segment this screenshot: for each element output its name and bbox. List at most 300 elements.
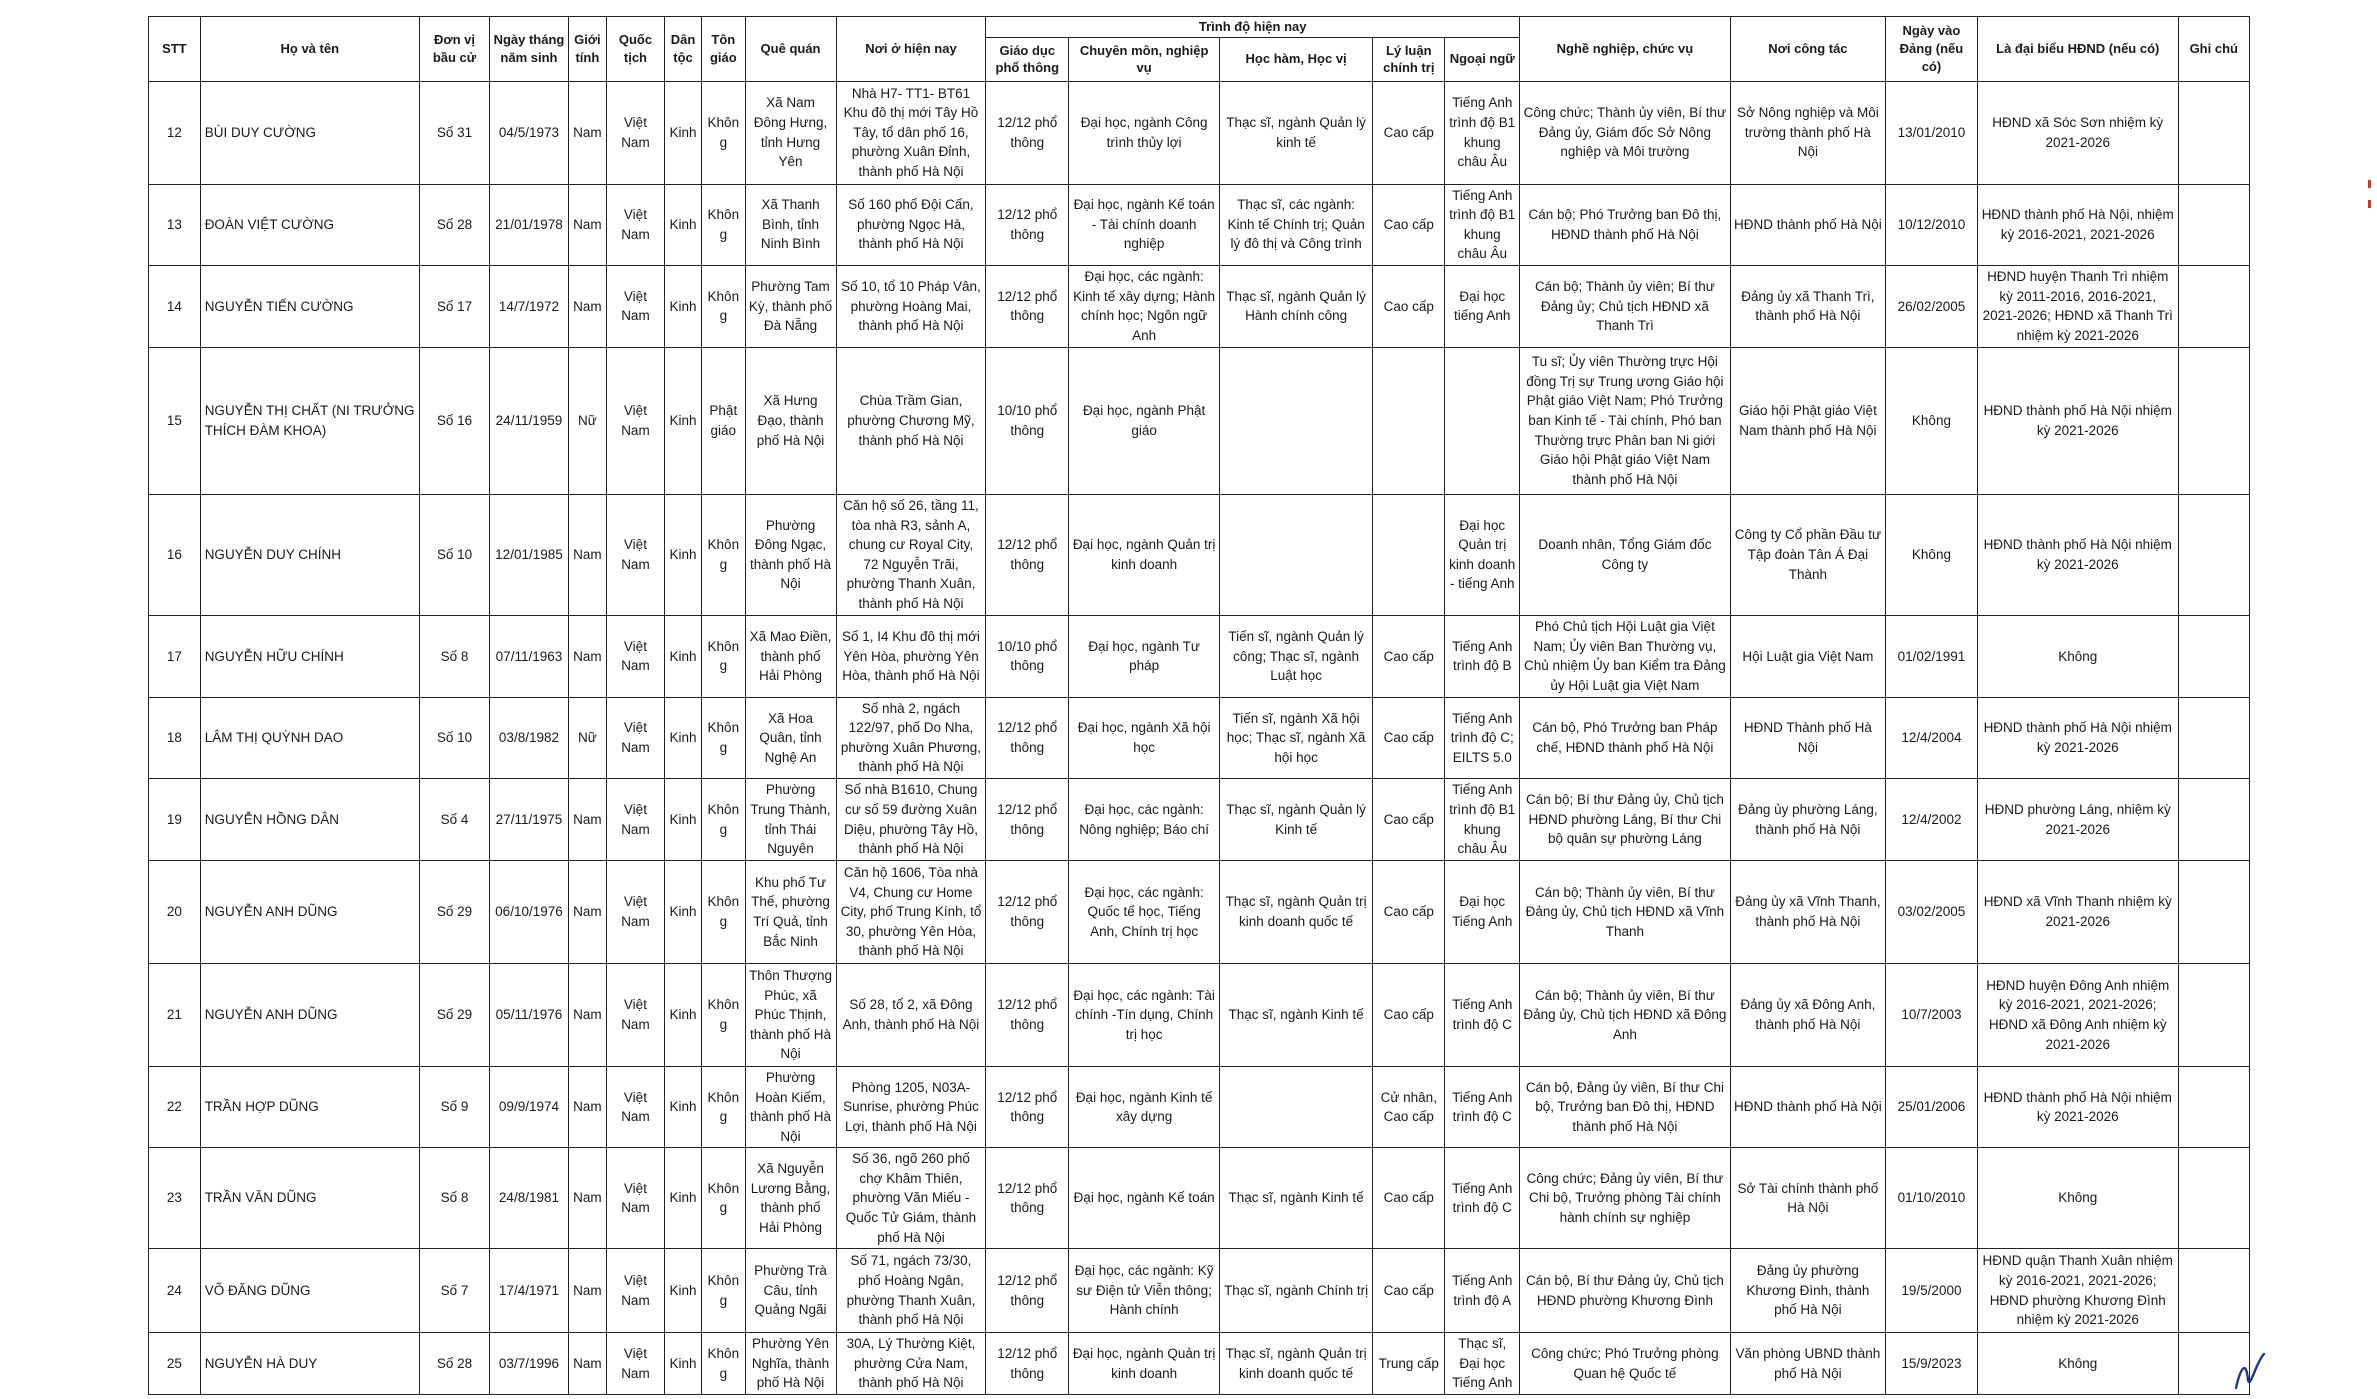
cell-notes [2178,81,2249,184]
cell-occupation-position: Cán bộ; Thành ủy viên, Bí thư Đảng ủy, Chủ tịch HĐND xã Vĩnh Thanh [1519,861,1730,964]
cell-party-join-date: 12/4/2004 [1885,697,1977,778]
cell-workplace: Giáo hội Phật giáo Việt Nam thành phố Hà Nội [1730,347,1885,494]
cell-date-of-birth: 21/01/1978 [490,184,569,265]
cell-electoral-unit: Số 16 [419,347,489,494]
cell-notes [2178,861,2249,964]
cell-party-join-date: 26/02/2005 [1885,265,1977,347]
cell-party-join-date: 01/10/2010 [1885,1148,1977,1249]
cell-date-of-birth: 04/5/1973 [490,81,569,184]
cell-notes [2178,265,2249,347]
cell-current-address: Số nhà 2, ngách 122/97, phố Do Nha, phường Xuân Phương, thành phố Hà Nội [836,697,986,778]
cell-religion: Không [702,494,745,615]
cell-political-theory: Cao cấp [1373,697,1445,778]
cell-general-education: 12/12 phổ thông [986,184,1069,265]
cell-ethnicity: Kinh [664,265,701,347]
cell-notes [2178,779,2249,861]
cell-political-theory [1373,494,1445,615]
col-general-education: Giáo dục phổ thông [986,37,1069,81]
cell-political-theory: Cao cấp [1373,265,1445,347]
cell-gender: Nam [568,1067,606,1148]
cell-foreign-language: Đại học Tiếng Anh [1445,861,1519,964]
cell-row-number: 24 [149,1249,201,1333]
cell-date-of-birth: 27/11/1975 [490,779,569,861]
cell-row-number: 21 [149,964,201,1067]
table-row [149,265,2250,347]
cell-party-join-date: 19/5/2000 [1885,1249,1977,1333]
cell-hometown: Xã Mao Điền, thành phố Hải Phòng [745,615,836,697]
cell-hometown: Xã Nam Đông Hưng, tỉnh Hưng Yên [745,81,836,184]
cell-row-number: 18 [149,697,201,778]
cell-electoral-unit: Số 10 [419,494,489,615]
cell-religion: Không [702,81,745,184]
cell-religion: Không [702,1333,745,1395]
cell-row-number: 22 [149,1067,201,1148]
cell-ethnicity: Kinh [664,494,701,615]
cell-academic-degree: Thạc sĩ, các ngành: Kinh tế Chính trị; Quản lý đô thị và Công trình [1220,184,1373,265]
cell-foreign-language: Tiếng Anh trình độ C; EILTS 5.0 [1445,697,1519,778]
cell-current-address: Nhà H7- TT1- BT61 Khu đô thị mới Tây Hồ Tây, tổ dân phố 16, phường Xuân Đỉnh, thành phố Hà Nội [836,81,986,184]
cell-religion: Không [702,265,745,347]
candidate-table [148,16,2250,1395]
cell-council-membership: Không [1977,615,2178,697]
table-row [149,1148,2250,1249]
cell-party-join-date: 13/01/2010 [1885,81,1977,184]
cell-date-of-birth: 24/8/1981 [490,1148,569,1249]
cell-row-number: 15 [149,347,201,494]
table-row [149,964,2250,1067]
cell-political-theory: Cao cấp [1373,1148,1445,1249]
cell-ethnicity: Kinh [664,184,701,265]
cell-full-name: NGUYỄN TIẾN CƯỜNG [200,265,419,347]
cell-general-education: 12/12 phổ thông [986,964,1069,1067]
col-unit: Đơn vị bầu cử [419,17,489,82]
cell-current-address: 30A, Lý Thường Kiệt, phường Cửa Nam, thành phố Hà Nội [836,1333,986,1395]
col-party-date: Ngày vào Đảng (nếu có) [1885,17,1977,82]
cell-nationality: Việt Nam [607,265,665,347]
cell-notes [2178,1148,2249,1249]
cell-general-education: 12/12 phổ thông [986,1067,1069,1148]
col-group-qualifications: Trình độ hiện nay [986,17,1520,38]
cell-academic-degree [1220,347,1373,494]
cell-current-address: Chùa Trầm Gian, phường Chương Mỹ, thành phố Hà Nội [836,347,986,494]
cell-nationality: Việt Nam [607,1067,665,1148]
cell-nationality: Việt Nam [607,1333,665,1395]
cell-occupation-position: Cán bộ; Thành ủy viên; Bí thư Đảng ủy; Chủ tịch HĐND xã Thanh Trì [1519,265,1730,347]
cell-academic-degree: Thạc sĩ, ngành Quản trị kinh doanh quốc tế [1220,1333,1373,1395]
cell-full-name: NGUYỄN HÀ DUY [200,1333,419,1395]
cell-date-of-birth: 24/11/1959 [490,347,569,494]
cell-academic-degree [1220,494,1373,615]
cell-general-education: 10/10 phổ thông [986,347,1069,494]
cell-date-of-birth: 03/7/1996 [490,1333,569,1395]
cell-current-address: Số 10, tổ 10 Pháp Vân, phường Hoàng Mai, thành phố Hà Nội [836,265,986,347]
cell-hometown: Xã Hưng Đạo, thành phố Hà Nội [745,347,836,494]
cell-specialization: Đại học, các ngành: Nông nghiệp; Báo chí [1069,779,1220,861]
cell-specialization: Đại học, các ngành: Kinh tế xây dựng; Hành chính học; Ngôn ngữ Anh [1069,265,1220,347]
cell-party-join-date: 10/12/2010 [1885,184,1977,265]
col-dob: Ngày tháng năm sinh [490,17,569,82]
cell-occupation-position: Tu sĩ; Ủy viên Thường trực Hội đồng Trị sự Trung ương Giáo hội Phật giáo Việt Nam; Phó Trưởng ban Kinh tế - Tài chính, Phó ban Thường trực Phân ban Ni giới Giáo hội Phật giáo Việt Nam thành phố Hà Nội [1519,347,1730,494]
cell-full-name: LÂM THỊ QUỲNH DAO [200,697,419,778]
col-specialization: Chuyên môn, nghiệp vụ [1069,37,1220,81]
cell-religion: Không [702,779,745,861]
cell-general-education: 12/12 phổ thông [986,779,1069,861]
cell-electoral-unit: Số 4 [419,779,489,861]
cell-political-theory: Cao cấp [1373,861,1445,964]
cell-foreign-language: Tiếng Anh trình độ A [1445,1249,1519,1333]
cell-row-number: 17 [149,615,201,697]
cell-workplace: Đảng ủy phường Láng, thành phố Hà Nội [1730,779,1885,861]
cell-gender: Nam [568,615,606,697]
cell-notes [2178,1249,2249,1333]
cell-specialization: Đại học, ngành Xã hội học [1069,697,1220,778]
col-hometown: Quê quán [745,17,836,82]
cell-workplace: HĐND thành phố Hà Nội [1730,184,1885,265]
cell-hometown: Xã Nguyễn Lương Bằng, thành phố Hải Phòng [745,1148,836,1249]
cell-date-of-birth: 09/9/1974 [490,1067,569,1148]
cell-general-education: 12/12 phổ thông [986,1249,1069,1333]
cell-workplace: Sở Tài chính thành phố Hà Nội [1730,1148,1885,1249]
cell-foreign-language: Tiếng Anh trình độ B1 khung châu Âu [1445,81,1519,184]
cell-hometown: Phường Tam Kỳ, thành phố Đà Nẵng [745,265,836,347]
cell-row-number: 20 [149,861,201,964]
cell-religion: Không [702,184,745,265]
cell-academic-degree: Tiến sĩ, ngành Quản lý công; Thạc sĩ, ngành Luật học [1220,615,1373,697]
cell-date-of-birth: 14/7/1972 [490,265,569,347]
cell-specialization: Đại học, các ngành: Kỹ sư Điện tử Viễn thông; Hành chính [1069,1249,1220,1333]
col-foreign-language: Ngoại ngữ [1445,37,1519,81]
cell-specialization: Đại học, các ngành: Quốc tế học, Tiếng Anh, Chính trị học [1069,861,1220,964]
cell-political-theory: Cử nhân, Cao cấp [1373,1067,1445,1148]
table-header [149,17,2250,82]
cell-gender: Nam [568,1333,606,1395]
cell-ethnicity: Kinh [664,347,701,494]
cell-hometown: Thôn Thượng Phúc, xã Phúc Thịnh, thành phố Hà Nội [745,964,836,1067]
cell-row-number: 25 [149,1333,201,1395]
cell-foreign-language: Tiếng Anh trình độ C [1445,1067,1519,1148]
cell-religion: Không [702,861,745,964]
cell-general-education: 12/12 phổ thông [986,1333,1069,1395]
cell-council-membership: HĐND huyện Thanh Trì nhiệm kỳ 2011-2016, 2016-2021, 2021-2026; HĐND xã Thanh Trì nhiệm kỳ 2021-2026 [1977,265,2178,347]
margin-marks [2368,180,2374,240]
cell-electoral-unit: Số 8 [419,1148,489,1249]
cell-occupation-position: Cán bộ; Bí thư Đảng ủy, Chủ tịch HĐND phường Láng, Bí thư Chi bộ quân sự phường Láng [1519,779,1730,861]
cell-council-membership: HĐND huyện Đông Anh nhiệm kỳ 2016-2021, 2021-2026; HĐND xã Đông Anh nhiệm kỳ 2021-2026 [1977,964,2178,1067]
cell-current-address: Số 160 phố Đội Cấn, phường Ngọc Hà, thành phố Hà Nội [836,184,986,265]
cell-occupation-position: Cán bộ; Phó Trưởng ban Đô thị, HĐND thành phố Hà Nội [1519,184,1730,265]
cell-occupation-position: Doanh nhân, Tổng Giám đốc Công ty [1519,494,1730,615]
cell-ethnicity: Kinh [664,615,701,697]
cell-party-join-date: Không [1885,347,1977,494]
cell-row-number: 14 [149,265,201,347]
col-sex: Giới tính [568,17,606,82]
cell-full-name: BÙI DUY CƯỜNG [200,81,419,184]
cell-ethnicity: Kinh [664,861,701,964]
col-occupation: Nghề nghiệp, chức vụ [1519,17,1730,82]
cell-occupation-position: Cán bộ; Thành ủy viên, Bí thư Đảng ủy, Chủ tịch HĐND xã Đông Anh [1519,964,1730,1067]
cell-foreign-language: Tiếng Anh trình độ B1 khung châu Âu [1445,184,1519,265]
cell-foreign-language: Đại học Quản trị kinh doanh - tiếng Anh [1445,494,1519,615]
cell-political-theory: Cao cấp [1373,964,1445,1067]
cell-ethnicity: Kinh [664,1333,701,1395]
cell-occupation-position: Công chức; Đảng ủy viên, Bí thư Chi bộ, Trưởng phòng Tài chính hành chính sự nghiệp [1519,1148,1730,1249]
cell-specialization: Đại học, ngành Tư pháp [1069,615,1220,697]
cell-gender: Nam [568,1148,606,1249]
cell-general-education: 12/12 phổ thông [986,265,1069,347]
cell-workplace: Văn phòng UBND thành phố Hà Nội [1730,1333,1885,1395]
col-notes: Ghi chú [2178,17,2249,82]
col-religion: Tôn giáo [702,17,745,82]
col-academic-degree: Học hàm, Học vị [1220,37,1373,81]
cell-workplace: Công ty Cổ phần Đầu tư Tập đoàn Tân Á Đại Thành [1730,494,1885,615]
cell-council-membership: HĐND thành phố Hà Nội nhiệm kỳ 2021-2026 [1977,697,2178,778]
cell-gender: Nam [568,861,606,964]
cell-full-name: NGUYỄN ANH DŨNG [200,861,419,964]
cell-council-membership: HĐND thành phố Hà Nội nhiệm kỳ 2021-2026 [1977,494,2178,615]
cell-foreign-language: Thạc sĩ, Đại học Tiếng Anh [1445,1333,1519,1395]
cell-full-name: NGUYỄN HỮU CHÍNH [200,615,419,697]
cell-workplace: Đảng ủy xã Thanh Trì, thành phố Hà Nội [1730,265,1885,347]
cell-academic-degree: Thạc sĩ, ngành Kinh tế [1220,1148,1373,1249]
cell-workplace: HĐND thành phố Hà Nội [1730,1067,1885,1148]
cell-religion: Không [702,1148,745,1249]
table-row [149,779,2250,861]
cell-academic-degree: Thạc sĩ, ngành Quản trị kinh doanh quốc tế [1220,861,1373,964]
cell-electoral-unit: Số 7 [419,1249,489,1333]
cell-nationality: Việt Nam [607,615,665,697]
cell-political-theory: Trung cấp [1373,1333,1445,1395]
cell-foreign-language: Tiếng Anh trình độ B1 khung châu Âu [1445,779,1519,861]
cell-occupation-position: Công chức; Thành ủy viên, Bí thư Đảng ủy, Giám đốc Sở Nông nghiệp và Môi trường [1519,81,1730,184]
cell-specialization: Đại học, ngành Phật giáo [1069,347,1220,494]
table-row [149,615,2250,697]
cell-foreign-language [1445,347,1519,494]
col-workplace: Nơi công tác [1730,17,1885,82]
cell-council-membership: HĐND phường Láng, nhiệm kỳ 2021-2026 [1977,779,2178,861]
cell-workplace: HĐND Thành phố Hà Nội [1730,697,1885,778]
cell-current-address: Phòng 1205, N03A-Sunrise, phường Phúc Lợi, thành phố Hà Nội [836,1067,986,1148]
table-row [149,347,2250,494]
cell-general-education: 12/12 phổ thông [986,697,1069,778]
cell-workplace: Đảng ủy xã Đông Anh, thành phố Hà Nội [1730,964,1885,1067]
cell-full-name: TRẦN VĂN DŨNG [200,1148,419,1249]
cell-council-membership: HĐND quận Thanh Xuân nhiệm kỳ 2016-2021, 2021-2026; HĐND phường Khương Đình nhiệm kỳ 2021-2026 [1977,1249,2178,1333]
cell-current-address: Số 71, ngách 73/30, phố Hoàng Ngân, phường Thanh Xuân, thành phố Hà Nội [836,1249,986,1333]
cell-party-join-date: 03/02/2005 [1885,861,1977,964]
cell-occupation-position: Cán bộ, Đảng ủy viên, Bí thư Chi bộ, Trưởng ban Đô thị, HĐND thành phố Hà Nội [1519,1067,1730,1148]
cell-workplace: Hội Luật gia Việt Nam [1730,615,1885,697]
cell-electoral-unit: Số 28 [419,1333,489,1395]
cell-workplace: Sở Nông nghiệp và Môi trường thành phố Hà Nội [1730,81,1885,184]
cell-academic-degree [1220,1067,1373,1148]
cell-nationality: Việt Nam [607,494,665,615]
cell-party-join-date: 15/9/2023 [1885,1333,1977,1395]
cell-ethnicity: Kinh [664,81,701,184]
cell-religion: Không [702,1249,745,1333]
cell-ethnicity: Kinh [664,697,701,778]
cell-hometown: Xã Thanh Bình, tỉnh Ninh Bình [745,184,836,265]
cell-academic-degree: Thạc sĩ, ngành Quản lý Hành chính công [1220,265,1373,347]
cell-religion: Không [702,1067,745,1148]
cell-row-number: 23 [149,1148,201,1249]
cell-occupation-position: Công chức; Phó Trưởng phòng Quan hệ Quốc tế [1519,1333,1730,1395]
col-ethnicity: Dân tộc [664,17,701,82]
col-address: Nơi ở hiện nay [836,17,986,82]
col-stt: STT [149,17,201,82]
cell-notes [2178,347,2249,494]
cell-row-number: 16 [149,494,201,615]
cell-political-theory: Cao cấp [1373,184,1445,265]
cell-workplace: Đảng ủy phường Khương Đình, thành phố Hà Nội [1730,1249,1885,1333]
cell-specialization: Đại học, ngành Công trình thủy lợi [1069,81,1220,184]
cell-occupation-position: Cán bộ, Phó Trưởng ban Pháp chế, HĐND thành phố Hà Nội [1519,697,1730,778]
cell-specialization: Đại học, ngành Kế toán [1069,1148,1220,1249]
cell-religion: Không [702,615,745,697]
cell-political-theory: Cao cấp [1373,1249,1445,1333]
cell-full-name: NGUYỄN THỊ CHẤT (NI TRƯỞNG THÍCH ĐÀM KHOA) [200,347,419,494]
cell-nationality: Việt Nam [607,779,665,861]
cell-hometown: Phường Yên Nghĩa, thành phố Hà Nội [745,1333,836,1395]
cell-ethnicity: Kinh [664,1148,701,1249]
cell-date-of-birth: 05/11/1976 [490,964,569,1067]
cell-academic-degree: Thạc sĩ, ngành Kinh tế [1220,964,1373,1067]
cell-council-membership: Không [1977,1148,2178,1249]
cell-date-of-birth: 17/4/1971 [490,1249,569,1333]
cell-council-membership: HĐND thành phố Hà Nội nhiệm kỳ 2021-2026 [1977,347,2178,494]
table-row [149,184,2250,265]
cell-specialization: Đại học, ngành Kế toán - Tài chính doanh nghiệp [1069,184,1220,265]
cell-political-theory [1373,347,1445,494]
cell-hometown: Xã Hoa Quân, tỉnh Nghệ An [745,697,836,778]
cell-general-education: 12/12 phổ thông [986,1148,1069,1249]
cell-ethnicity: Kinh [664,964,701,1067]
cell-full-name: NGUYỄN ANH DŨNG [200,964,419,1067]
cell-electoral-unit: Số 31 [419,81,489,184]
cell-academic-degree: Tiến sĩ, ngành Xã hội học; Thạc sĩ, ngành Xã hội học [1220,697,1373,778]
cell-full-name: NGUYỄN HỒNG DÂN [200,779,419,861]
table-row [149,494,2250,615]
cell-current-address: Số 1, I4 Khu đô thị mới Yên Hòa, phường Yên Hòa, thành phố Hà Nội [836,615,986,697]
cell-council-membership: HĐND xã Sóc Sơn nhiệm kỳ 2021-2026 [1977,81,2178,184]
cell-academic-degree: Thạc sĩ, ngành Chính trị [1220,1249,1373,1333]
cell-occupation-position: Phó Chủ tịch Hội Luật gia Việt Nam; Ủy viên Ban Thường vụ, Chủ nhiệm Ủy ban Kiểm tra Đảng ủy Hội Luật gia Việt Nam [1519,615,1730,697]
cell-council-membership: Không [1977,1333,2178,1395]
table-body [149,81,2250,1395]
cell-ethnicity: Kinh [664,1067,701,1148]
cell-gender: Nam [568,265,606,347]
cell-council-membership: HĐND xã Vĩnh Thanh nhiệm kỳ 2021-2026 [1977,861,2178,964]
cell-party-join-date: 10/7/2003 [1885,964,1977,1067]
cell-religion: Không [702,697,745,778]
cell-ethnicity: Kinh [664,779,701,861]
col-political-theory: Lý luận chính trị [1373,37,1445,81]
cell-notes [2178,697,2249,778]
cell-religion: Không [702,964,745,1067]
cell-current-address: Căn hộ 1606, Tòa nhà V4, Chung cư Home City, phố Trung Kính, tổ 30, phường Yên Hòa, thành phố Hà Nội [836,861,986,964]
table-row [149,1333,2250,1395]
cell-general-education: 12/12 phổ thông [986,861,1069,964]
cell-gender: Nam [568,1249,606,1333]
cell-hometown: Phường Trà Câu, tỉnh Quảng Ngãi [745,1249,836,1333]
cell-notes [2178,1067,2249,1148]
cell-electoral-unit: Số 10 [419,697,489,778]
cell-row-number: 12 [149,81,201,184]
cell-council-membership: HĐND thành phố Hà Nội nhiệm kỳ 2021-2026 [1977,1067,2178,1148]
table-row [149,697,2250,778]
cell-full-name: NGUYỄN DUY CHÍNH [200,494,419,615]
cell-nationality: Việt Nam [607,1148,665,1249]
cell-party-join-date: 12/4/2002 [1885,779,1977,861]
col-name: Họ và tên [200,17,419,82]
cell-party-join-date: Không [1885,494,1977,615]
cell-electoral-unit: Số 17 [419,265,489,347]
cell-occupation-position: Cán bộ, Bí thư Đảng ủy, Chủ tịch HĐND phường Khương Đình [1519,1249,1730,1333]
cell-political-theory: Cao cấp [1373,81,1445,184]
cell-electoral-unit: Số 8 [419,615,489,697]
cell-current-address: Căn hộ số 26, tầng 11, tòa nhà R3, sảnh A, chung cư Royal City, 72 Nguyễn Trãi, phường Thanh Xuân, thành phố Hà Nội [836,494,986,615]
signature-mark [2230,1350,2270,1394]
cell-hometown: Phường Đông Ngạc, thành phố Hà Nội [745,494,836,615]
cell-current-address: Số nhà B1610, Chung cư số 59 đường Xuân Diệu, phường Tây Hồ, thành phố Hà Nội [836,779,986,861]
cell-council-membership: HĐND thành phố Hà Nội, nhiệm kỳ 2016-2021, 2021-2026 [1977,184,2178,265]
table-row [149,1067,2250,1148]
cell-general-education: 12/12 phổ thông [986,494,1069,615]
cell-nationality: Việt Nam [607,184,665,265]
cell-general-education: 10/10 phổ thông [986,615,1069,697]
cell-full-name: TRẦN HỢP DŨNG [200,1067,419,1148]
cell-political-theory: Cao cấp [1373,615,1445,697]
cell-political-theory: Cao cấp [1373,779,1445,861]
cell-date-of-birth: 07/11/1963 [490,615,569,697]
cell-party-join-date: 25/01/2006 [1885,1067,1977,1148]
cell-gender: Nam [568,494,606,615]
cell-party-join-date: 01/02/1991 [1885,615,1977,697]
cell-specialization: Đại học, ngành Kinh tế xây dựng [1069,1067,1220,1148]
cell-electoral-unit: Số 29 [419,964,489,1067]
cell-foreign-language: Tiếng Anh trình độ B [1445,615,1519,697]
cell-electoral-unit: Số 28 [419,184,489,265]
cell-nationality: Việt Nam [607,697,665,778]
cell-full-name: ĐOÀN VIỆT CƯỜNG [200,184,419,265]
cell-religion: Phật giáo [702,347,745,494]
cell-hometown: Khu phố Tư Thế, phường Trí Quả, tỉnh Bắc Ninh [745,861,836,964]
cell-academic-degree: Thạc sĩ, ngành Quản lý kinh tế [1220,81,1373,184]
cell-date-of-birth: 03/8/1982 [490,697,569,778]
cell-foreign-language: Tiếng Anh trình độ C [1445,1148,1519,1249]
cell-gender: Nam [568,81,606,184]
cell-nationality: Việt Nam [607,347,665,494]
cell-gender: Nữ [568,347,606,494]
cell-electoral-unit: Số 29 [419,861,489,964]
cell-hometown: Phường Hoàn Kiếm, thành phố Hà Nội [745,1067,836,1148]
cell-row-number: 19 [149,779,201,861]
col-council-member: Là đại biểu HĐND (nếu có) [1977,17,2178,82]
cell-date-of-birth: 12/01/1985 [490,494,569,615]
cell-workplace: Đảng ủy xã Vĩnh Thanh, thành phố Hà Nội [1730,861,1885,964]
cell-specialization: Đại học, các ngành: Tài chính -Tín dụng, Chính trị học [1069,964,1220,1067]
table-row [149,861,2250,964]
table-row [149,1249,2250,1333]
cell-full-name: VÕ ĐĂNG DŨNG [200,1249,419,1333]
cell-current-address: Số 28, tổ 2, xã Đông Anh, thành phố Hà Nội [836,964,986,1067]
cell-specialization: Đại học, ngành Quản trị kinh doanh [1069,1333,1220,1395]
cell-notes [2178,964,2249,1067]
cell-nationality: Việt Nam [607,861,665,964]
cell-notes [2178,615,2249,697]
cell-gender: Nữ [568,697,606,778]
cell-electoral-unit: Số 9 [419,1067,489,1148]
cell-nationality: Việt Nam [607,81,665,184]
